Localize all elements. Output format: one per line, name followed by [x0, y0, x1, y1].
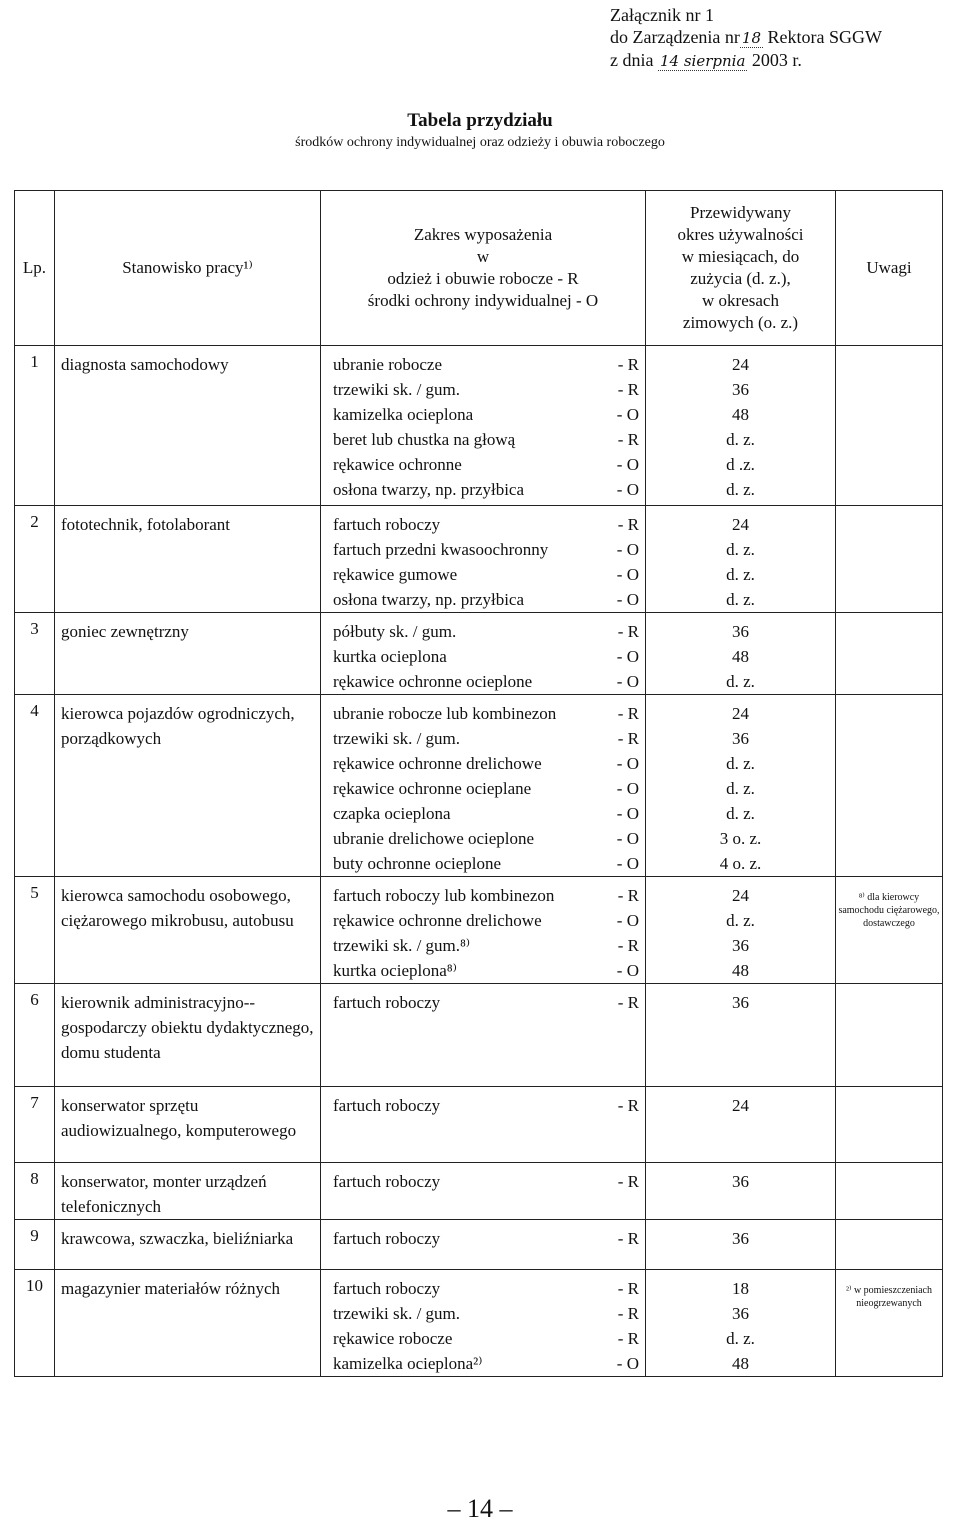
period-value: 48: [732, 1354, 749, 1373]
period-value: 24: [732, 355, 749, 374]
equipment-item: [321, 512, 645, 537]
row-lp: 2: [15, 506, 55, 613]
equipment-code: - R: [617, 704, 639, 723]
equipment-code: - R: [617, 936, 639, 955]
row-equipment: [321, 877, 646, 984]
period-value: 36: [732, 729, 749, 748]
period-value: 36: [732, 380, 749, 399]
equipment-name: trzewiki sk. / gum.: [333, 380, 461, 399]
equipment-item: [321, 1351, 645, 1376]
equipment-code: - R: [617, 1229, 639, 1248]
equipment-item: [321, 801, 645, 826]
equipment-code: - R: [617, 1172, 639, 1191]
table-header-row: [15, 191, 943, 346]
equipment-item: [321, 1276, 645, 1301]
period-value: 36: [732, 622, 749, 641]
period-value: 48: [732, 405, 749, 424]
equipment-name: ubranie drelichowe ocieplone: [333, 829, 535, 848]
row-lp: 9: [15, 1220, 55, 1270]
allocation-table: [14, 190, 943, 1377]
period-value: 36: [732, 1229, 749, 1248]
equipment-item: [321, 562, 645, 587]
row-lp: 4: [15, 695, 55, 877]
equipment-code: - O: [616, 480, 639, 499]
annex-line-1: Załącznik nr 1: [610, 5, 714, 25]
row-period: [646, 1087, 836, 1163]
document-subtitle: środków ochrony indywidualnej oraz odzieży i obuwia roboczego: [295, 135, 665, 150]
equipment-item: [321, 826, 645, 851]
header-notes: Uwagi: [836, 191, 943, 346]
equipment-name: fartuch roboczy: [333, 1096, 441, 1115]
equipment-name: rękawice ochronne drelichowe: [333, 754, 542, 773]
row-position: kierowca pojazdów ogrodniczych, porządkowych: [55, 695, 321, 877]
row-position: magazynier materiałów różnych: [55, 1270, 321, 1377]
row-note-text: ²⁾ w pomieszczeniach nieogrzewanych: [846, 1285, 932, 1309]
equipment-code: - O: [616, 829, 639, 848]
period-value: d .z.: [726, 455, 755, 474]
row-period: [646, 346, 836, 506]
period-value: 3 o. z.: [719, 829, 762, 848]
equipment-code: - O: [616, 779, 639, 798]
period-value: d. z.: [726, 480, 755, 499]
period-value: 48: [732, 961, 749, 980]
row-lp: 7: [15, 1087, 55, 1163]
row-equipment: [321, 1220, 646, 1270]
equipment-name: rękawice ochronne ocieplane: [333, 779, 532, 798]
equipment-name: fartuch przedni kwasoochronny: [333, 540, 549, 559]
row-lp: 3: [15, 613, 55, 695]
equipment-code: - R: [617, 729, 639, 748]
period-value: 24: [732, 704, 749, 723]
period-value: 36: [732, 1304, 749, 1323]
equipment-code: - O: [616, 804, 639, 823]
equipment-code: - O: [616, 540, 639, 559]
equipment-code: - R: [617, 1304, 639, 1323]
annex-date-prefix: z dnia: [610, 50, 654, 70]
equipment-code: - O: [616, 672, 639, 691]
header-period: [646, 191, 836, 346]
row-period: [646, 1163, 836, 1220]
row-period: [646, 506, 836, 613]
equipment-name: trzewiki sk. / gum.: [333, 1304, 461, 1323]
equipment-name: osłona twarzy, np. przyłbica: [333, 590, 525, 609]
header-position: Stanowisko pracy¹⁾: [55, 191, 321, 346]
equipment-code: - O: [616, 455, 639, 474]
row-equipment: [321, 1087, 646, 1163]
equipment-item: [321, 644, 645, 669]
table-row: [15, 695, 943, 877]
period-value: 36: [732, 936, 749, 955]
equipment-name: buty ochronne ocieplone: [333, 854, 502, 873]
equipment-name: trzewiki sk. / gum.: [333, 729, 461, 748]
equipment-name: kurtka ocieplona: [333, 647, 447, 666]
equipment-item: [321, 851, 645, 876]
equipment-item: [321, 990, 645, 1015]
equipment-item: [321, 587, 645, 612]
equipment-item: [321, 776, 645, 801]
header-equipment-line: w: [476, 247, 490, 266]
row-notes: [836, 1220, 943, 1270]
equipment-name: rękawice ochronne drelichowe: [333, 911, 542, 930]
header-period-line: Przewidywany: [689, 203, 792, 222]
equipment-item: [321, 883, 645, 908]
equipment-name: półbuty sk. / gum.: [333, 622, 457, 641]
header-lp: Lp.: [15, 191, 55, 346]
header-period-line: zużycia (d. z.),: [690, 269, 791, 288]
equipment-name: trzewiki sk. / gum.⁸⁾: [333, 936, 471, 955]
annex-date-suffix: 2003 r.: [751, 50, 802, 70]
header-period-line: zimowych (o. z.): [682, 313, 799, 332]
equipment-code: - O: [616, 590, 639, 609]
row-notes: [836, 984, 943, 1087]
equipment-item: [321, 1169, 645, 1194]
equipment-name: fartuch roboczy: [333, 1229, 441, 1248]
equipment-item: [321, 726, 645, 751]
equipment-code: - O: [616, 1354, 639, 1373]
equipment-code: - R: [617, 515, 639, 534]
equipment-name: kamizelka ocieplona: [333, 405, 474, 424]
row-notes: [836, 506, 943, 613]
page-number: – 14 –: [447, 1494, 513, 1523]
header-period-line: w miesiącach, do: [681, 247, 800, 266]
annex-line-3: [610, 49, 882, 72]
row-notes: [836, 695, 943, 877]
equipment-code: - R: [617, 886, 639, 905]
row-period: [646, 877, 836, 984]
row-period: [646, 984, 836, 1087]
row-lp: 8: [15, 1163, 55, 1220]
equipment-code: - O: [616, 405, 639, 424]
equipment-item: [321, 908, 645, 933]
header-equipment-line: Zakres wyposażenia: [413, 225, 553, 244]
equipment-name: ubranie robocze lub kombinezon: [333, 704, 557, 723]
equipment-item: [321, 477, 645, 502]
row-position: kierownik administracyjno--gospodarczy obiektu dydaktycznego, domu studenta: [55, 984, 321, 1087]
period-value: d. z.: [726, 565, 755, 584]
row-position: konserwator sprzętu audiowizualnego, komputerowego: [55, 1087, 321, 1163]
equipment-code: - R: [617, 1329, 639, 1348]
row-notes: [836, 613, 943, 695]
row-equipment: [321, 1163, 646, 1220]
equipment-code: - R: [617, 622, 639, 641]
equipment-name: fartuch roboczy: [333, 993, 441, 1012]
header-equipment: [321, 191, 646, 346]
equipment-name: rękawice gumowe: [333, 565, 458, 584]
row-position: goniec zewnętrzny: [55, 613, 321, 695]
period-value: d. z.: [726, 911, 755, 930]
row-lp: 5: [15, 877, 55, 984]
period-value: d. z.: [726, 590, 755, 609]
row-period: [646, 695, 836, 877]
equipment-name: rękawice robocze: [333, 1329, 453, 1348]
equipment-item: [321, 352, 645, 377]
equipment-name: osłona twarzy, np. przyłbica: [333, 480, 525, 499]
equipment-item: [321, 1301, 645, 1326]
equipment-name: beret lub chustka na głową: [333, 430, 516, 449]
row-notes: [836, 1270, 943, 1377]
equipment-code: - R: [617, 380, 639, 399]
equipment-item: [321, 427, 645, 452]
table-row: [15, 1163, 943, 1220]
equipment-code: - R: [617, 993, 639, 1012]
equipment-item: [321, 377, 645, 402]
period-value: 24: [732, 515, 749, 534]
equipment-code: - O: [616, 911, 639, 930]
equipment-code: - O: [616, 647, 639, 666]
annex-order-suffix: Rektora SGGW: [767, 27, 882, 47]
equipment-item: [321, 1093, 645, 1118]
period-value: d. z.: [726, 804, 755, 823]
row-notes: [836, 877, 943, 984]
row-notes: [836, 1163, 943, 1220]
period-value: 18: [732, 1279, 749, 1298]
annex-line-2: [610, 26, 882, 49]
equipment-code: - O: [616, 754, 639, 773]
annex-header: [610, 4, 882, 72]
row-equipment: [321, 613, 646, 695]
annex-date-handwritten: 14 sierpnia: [659, 52, 746, 70]
equipment-name: czapka ocieplona: [333, 804, 451, 823]
row-notes: [836, 346, 943, 506]
header-equipment-line: odzież i obuwie robocze - R: [387, 269, 579, 288]
equipment-name: kamizelka ocieplona²⁾: [333, 1354, 483, 1373]
period-value: d. z.: [726, 430, 755, 449]
equipment-item: [321, 669, 645, 694]
row-period: [646, 1270, 836, 1377]
equipment-item: [321, 751, 645, 776]
row-position: kierowca samochodu osobowego, ciężarowego mikrobusu, autobusu: [55, 877, 321, 984]
equipment-name: fartuch roboczy: [333, 515, 441, 534]
annex-order-prefix: do Zarządzenia nr: [610, 27, 740, 47]
row-lp: 1: [15, 346, 55, 506]
equipment-item: [321, 1326, 645, 1351]
row-note-text: ⁸⁾ dla kierowcy samochodu ciężarowego, dostawczego: [838, 892, 940, 929]
period-value: 4 o. z.: [719, 854, 762, 873]
equipment-name: ubranie robocze: [333, 355, 443, 374]
document-title: Tabela przydziału: [407, 110, 553, 131]
equipment-code: - R: [617, 1096, 639, 1115]
table-row: [15, 1270, 943, 1377]
row-equipment: [321, 695, 646, 877]
period-value: d. z.: [726, 754, 755, 773]
equipment-name: fartuch roboczy: [333, 1279, 441, 1298]
period-value: 48: [732, 647, 749, 666]
table-row: [15, 506, 943, 613]
period-value: d. z.: [726, 672, 755, 691]
period-value: 24: [732, 886, 749, 905]
equipment-code: - R: [617, 430, 639, 449]
header-period-line: w okresach: [702, 291, 779, 310]
equipment-name: kurtka ocieplona⁸⁾: [333, 961, 457, 980]
equipment-code: - R: [617, 1279, 639, 1298]
period-value: 36: [732, 1172, 749, 1191]
equipment-item: [321, 537, 645, 562]
row-position: fototechnik, fotolaborant: [55, 506, 321, 613]
equipment-name: fartuch roboczy: [333, 1172, 441, 1191]
row-position: krawcowa, szwaczka, bieliźniarka: [55, 1220, 321, 1270]
annex-order-number: 18: [741, 29, 762, 47]
equipment-item: [321, 402, 645, 427]
equipment-item: [321, 1226, 645, 1251]
equipment-code: - O: [616, 565, 639, 584]
row-equipment: [321, 984, 646, 1087]
equipment-name: fartuch roboczy lub kombinezon: [333, 886, 555, 905]
row-equipment: [321, 1270, 646, 1377]
row-lp: 10: [15, 1270, 55, 1377]
row-period: [646, 613, 836, 695]
equipment-item: [321, 452, 645, 477]
table-row: [15, 346, 943, 506]
table-row: [15, 1220, 943, 1270]
row-position: diagnosta samochodowy: [55, 346, 321, 506]
equipment-item: [321, 958, 645, 983]
row-notes: [836, 1087, 943, 1163]
equipment-item: [321, 619, 645, 644]
row-period: [646, 1220, 836, 1270]
row-equipment: [321, 506, 646, 613]
period-value: d. z.: [726, 779, 755, 798]
header-period-line: okres używalności: [677, 225, 804, 244]
period-value: 24: [732, 1096, 749, 1115]
table-body: [15, 346, 943, 1377]
table-row: [15, 613, 943, 695]
equipment-code: - O: [616, 961, 639, 980]
row-equipment: [321, 346, 646, 506]
period-value: d. z.: [726, 540, 755, 559]
header-equipment-line: środki ochrony indywidualnej - O: [367, 291, 599, 310]
row-lp: 6: [15, 984, 55, 1087]
period-value: 36: [732, 993, 749, 1012]
equipment-code: - R: [617, 355, 639, 374]
table-row: [15, 984, 943, 1087]
row-position: konserwator, monter urządzeń telefonicznych: [55, 1163, 321, 1220]
equipment-name: rękawice ochronne ocieplone: [333, 672, 533, 691]
period-value: d. z.: [726, 1329, 755, 1348]
equipment-item: [321, 933, 645, 958]
table-row: [15, 1087, 943, 1163]
equipment-item: [321, 701, 645, 726]
equipment-name: rękawice ochronne: [333, 455, 462, 474]
equipment-code: - O: [616, 854, 639, 873]
table-row: [15, 877, 943, 984]
